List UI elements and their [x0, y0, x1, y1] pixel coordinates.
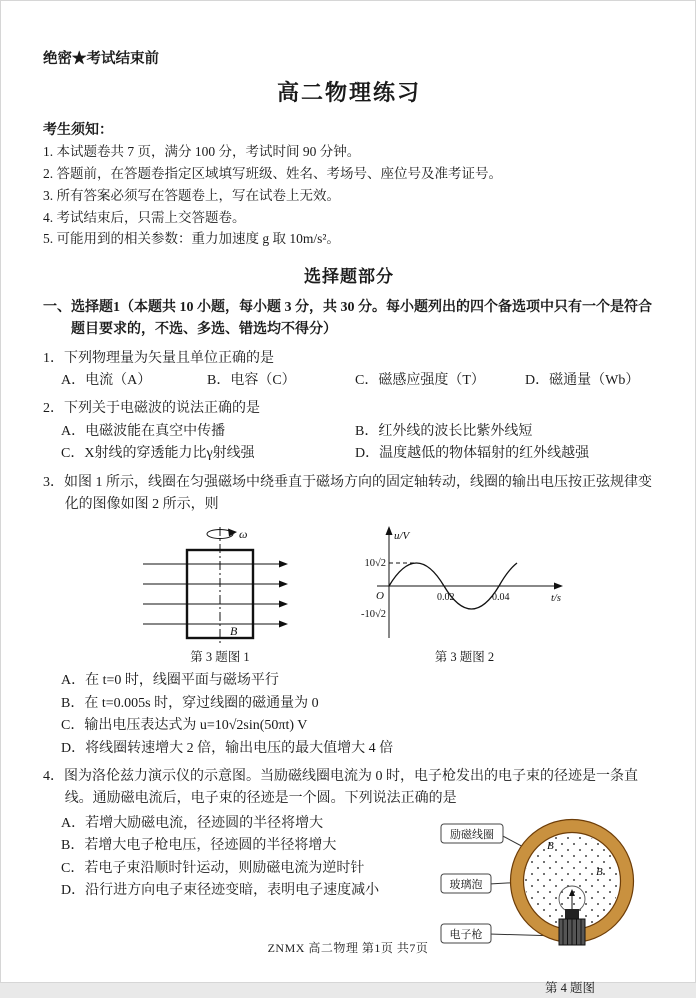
q1-stem: 1．下列物理量为矢量且单位正确的是	[43, 350, 274, 366]
notice-item: 4. 考试结束后，只需上交答题卷。	[43, 209, 246, 225]
q4-option-b: B．若增大电子枪电压，径迹圆的半径将增大	[61, 838, 337, 854]
q1-option-d: D．磁通量（Wb）	[525, 373, 640, 389]
b-field-label: B	[547, 839, 554, 852]
q2-option-d: D．温度越低的物体辐射的红外线越强	[355, 446, 590, 462]
b-field-label: B	[596, 865, 603, 878]
b-field-label: B	[230, 624, 238, 639]
notice-item: 5. 可能用到的相关参数：重力加速度 g 取 10m/s²。	[43, 231, 340, 247]
notice-item: 1. 本试题卷共 7 页，满分 100 分，考试时间 90 分钟。	[43, 144, 361, 159]
q3-option-c: C．输出电压表达式为 u=10√2sin(50πt) V	[61, 718, 308, 734]
section-title: 选择题部分	[304, 267, 394, 287]
q1-option-a: A．电流（A）	[61, 373, 152, 389]
q4-option-d: D．沿行进方向电子束径迹变暗，表明电子速度减小	[61, 882, 380, 898]
page-footer: ZNMX 高二物理 第1页 共7页	[267, 941, 429, 955]
candidate-notice	[43, 119, 655, 250]
q3-options	[43, 670, 655, 760]
gun-label: 电子枪	[449, 928, 483, 941]
q4-option-c: C．若电子束沿顺时针运动，则励磁电流为逆时针	[61, 860, 365, 876]
origin-label: O	[376, 590, 384, 603]
section-instruction: 一、选择题1（本题共 10 小题，每小题 3 分，共 30 分。每小题列出的四个备选项中只有一个是符合题目要求的，不选、多选、错选均不得分）	[43, 300, 652, 337]
secrecy-banner: 绝密★考试结束前	[43, 51, 159, 67]
q4-options	[43, 813, 439, 998]
q3-figure-2-caption: 第 3 题图 2	[434, 650, 495, 665]
q4-stem: 4．图为洛伦兹力演示仪的示意图。当励磁线圈电流为 0 时，电子枪发出的电子束的径迹是一条直线。通励磁电流后，电子束的径迹是一个圆。下列说法正确的是	[43, 768, 638, 807]
x-axis-label: t/s	[551, 593, 561, 605]
q2-option-c: C．X射线的穿透能力比γ射线强	[61, 446, 255, 462]
page-title: 高二物理练习	[276, 80, 421, 105]
q3-figures	[135, 524, 655, 667]
q3-figure-1	[135, 524, 305, 667]
q3-figure-2	[357, 524, 572, 667]
q2-option-b: B．红外线的波长比紫外线短	[355, 423, 533, 439]
bulb-label: 玻璃泡	[449, 878, 483, 891]
q3-figure-1-caption: 第 3 题图 1	[190, 650, 250, 665]
q3-option-b: B．在 t=0.005s 时，穿过线圈的磁通量为 0	[61, 695, 319, 711]
field-arrowheads	[279, 561, 288, 628]
voltage-time-graph	[357, 524, 572, 646]
notice-heading: 考生须知：	[43, 123, 113, 138]
omega-label: ω	[239, 527, 248, 542]
q2-option-a: A．电磁波能在真空中传播	[61, 423, 226, 439]
notice-item: 2. 答题前，在答题卷指定区域填写班级、姓名、考场号、座位号及准考证号。	[43, 165, 502, 181]
question-3	[43, 472, 655, 760]
q4-figure	[439, 805, 655, 998]
coil-in-field-diagram	[135, 524, 305, 646]
question-4	[43, 766, 655, 998]
q2-options	[43, 421, 655, 466]
question-1	[43, 348, 655, 393]
coil-label: 励磁线圈	[450, 828, 494, 841]
q4-figure-caption: 第 4 题图	[544, 980, 595, 995]
q3-option-d: D．将线圈转速增大 2 倍，输出电压的最大值增大 4 倍	[61, 740, 394, 756]
t2-tick-label: 0.04	[492, 592, 510, 604]
y-max-label: 10√2	[364, 558, 386, 570]
notice-item: 3. 所有答案必须写在答题卷上，写在试卷上无效。	[43, 187, 340, 203]
q3-stem: 3．如图 1 所示，线圈在匀强磁场中绕垂直于磁场方向的固定轴转动，线圈的输出电压按正弦规律变化的图像如图 2 所示，则	[43, 474, 652, 513]
q3-option-a: A．在 t=0 时，线圈平面与磁场平行	[61, 673, 279, 689]
q2-stem: 2．下列关于电磁波的说法正确的是	[43, 401, 260, 417]
question-2	[43, 398, 655, 465]
q1-option-b: B．电容（C）	[207, 373, 296, 389]
q4-option-a: A．若增大励磁电流，径迹圆的半径将增大	[61, 815, 324, 831]
q1-option-c: C．磁感应强度（T）	[355, 373, 485, 389]
t1-tick-label: 0.02	[437, 592, 455, 604]
y-min-label: -10√2	[360, 609, 386, 621]
y-axis-label: u/V	[394, 530, 410, 543]
q1-options	[43, 370, 655, 392]
